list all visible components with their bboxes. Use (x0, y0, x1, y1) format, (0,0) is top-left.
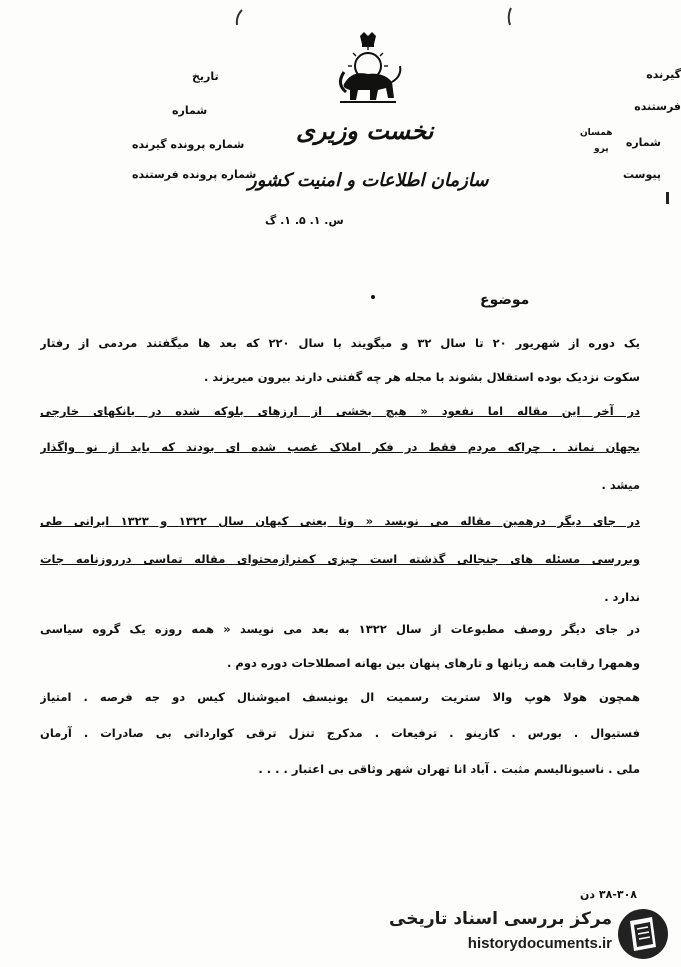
number-value: همسان (580, 128, 613, 138)
number-value-2: پرو (594, 144, 609, 154)
body-line: یک دوره از شهریور ۲۰ تا سال ۳۲ و میگویند با سال ۲۲۰ که بعد ها میگفتند مردمی از رفتار (40, 336, 640, 350)
recipient-file-label: شماره پرونده گیرنده (132, 138, 245, 151)
body-line: همچون هولا هوپ والا ستریت رسمیت ال یونیسف امیوشنال کیس دو جه فرصه . امتیاز (40, 690, 640, 704)
body-line: ملی . ناسیونالیسم مثبت . آباد انا تهران شهر وثاقی بی اعتبار . . . . (258, 762, 640, 776)
body-line: در آخر این مقاله اما نفعود « هیچ بخشی از ارزهای بلوکه شده در بانکهای خارجی (40, 404, 640, 418)
sender-file-label: شماره پرونده فرستنده (132, 168, 257, 181)
body-line: ندارد . (604, 590, 640, 604)
lion-and-sun-emblem-icon (322, 32, 412, 112)
top-right-mark (502, 6, 516, 28)
ministry-title: نخست وزیری (296, 116, 434, 145)
body-line: در جای دیگر درهمین مقاله می نویسد « وتا یعنی کیهان سال ۱۳۲۲ و ۱۳۲۳ ایرانی طی (40, 514, 640, 528)
archive-url: historydocuments.ir (467, 935, 612, 952)
body-line: وهمهرا رقابت همه زیانها و تارهای پنهان بین بهانه اصطلاحات دوره دوم . (227, 656, 640, 670)
recipient-label: گیرنده (646, 68, 681, 81)
body-line: سکوت نزدیک بوده استقلال بشوند با مجله هر چه گفتنی دارند بیرون میریزند . (203, 370, 640, 384)
organization-title: سازمان اطلاعات و امنیت کشور (248, 170, 489, 191)
body-line: بجهان نماند . چراکه مردم فقط در فکر املاک غصب شده ای بودند که باید از نو واگذار (40, 440, 640, 454)
sender-label: فرستنده (634, 100, 681, 113)
number-label: شماره (625, 136, 661, 149)
body-line: در جای دیگر روصف مطبوعات از سال ۱۳۲۲ به بعد می نویسد « همه روزه یک گروه سیاسی (40, 622, 640, 636)
archive-name: مرکز بررسی اسناد تاریخی (389, 909, 612, 929)
top-left-mark (232, 8, 246, 28)
body-line: میشد . (601, 478, 640, 492)
subject-label: موضوع (480, 292, 530, 308)
body-line: وبررسی مسئله های جنجالی گذشته است چیزی کمترازمحتوای مقاله تماسی درروزنامه جات (40, 552, 640, 566)
archive-logo-icon (616, 907, 670, 961)
margin-tick (666, 192, 669, 204)
archive-watermark (389, 905, 676, 963)
subject-dot (371, 295, 375, 299)
reference-number: س. ۱. ۵. ۱. گ (265, 214, 344, 227)
body-line: فستیوال . بورس . کازینو . ترفیعات . مدکرج تنزل ترقی کوارداتی بی صادرات . آرمان (40, 726, 640, 740)
date-label: تاریخ (192, 70, 219, 83)
attachment-label: پیوست (623, 168, 661, 181)
number-label-left: شماره (172, 104, 208, 117)
document-number: ۳۸-۳۰۸ دن (580, 888, 638, 901)
